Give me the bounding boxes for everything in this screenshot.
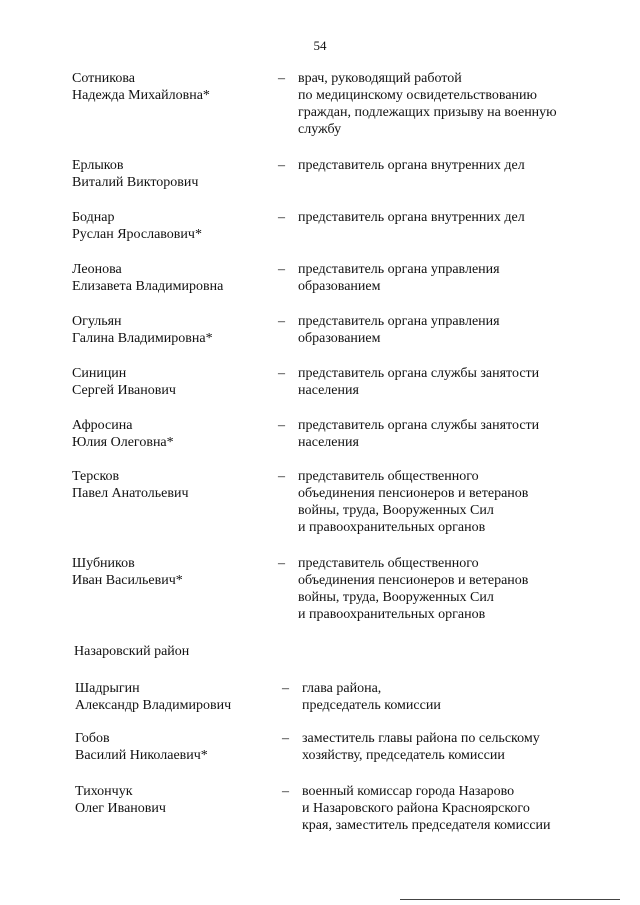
dash-separator: – — [278, 366, 285, 381]
dash-separator: – — [278, 71, 285, 86]
dash-separator: – — [278, 158, 285, 173]
person-name: Боднар Руслан Ярославович* — [72, 210, 202, 242]
person-role: представитель общественного объединения пенсионеров и ветеранов войны, труда, Вооруженных Сил и правоохранительных органов — [298, 556, 529, 622]
section-title: Назаровский район — [74, 644, 190, 659]
person-name: Афросина Юлия Олеговна* — [72, 418, 174, 450]
page-number: 54 — [313, 38, 327, 53]
person-role: военный комиссар города Назарово и Назаровского района Красноярского края, заместитель председателя комиссии — [302, 784, 551, 833]
dash-separator: – — [278, 469, 285, 484]
person-name: Шадрыгин Александр Владимирович — [75, 681, 232, 713]
person-name: Тихончук Олег Иванович — [75, 784, 166, 816]
dash-separator: – — [278, 418, 285, 433]
person-name: Огульян Галина Владимировна* — [72, 314, 213, 346]
person-name: Гобов Василий Николаевич* — [75, 731, 208, 763]
person-role: представитель органа службы занятости населения — [298, 366, 540, 398]
person-name: Сотникова Надежда Михайловна* — [72, 71, 210, 103]
dash-separator: – — [282, 731, 289, 746]
person-name: Шубников Иван Васильевич* — [72, 556, 183, 588]
person-role: представитель общественного объединения пенсионеров и ветеранов войны, труда, Вооруженных Сил и правоохранительных органов — [298, 469, 529, 535]
dash-separator: – — [282, 681, 289, 696]
footer-divider — [400, 899, 620, 900]
person-name: Леонова Елизавета Владимировна — [72, 262, 224, 294]
person-role: представитель органа управления образованием — [298, 262, 500, 294]
person-name: Синицин Сергей Иванович — [72, 366, 176, 398]
dash-separator: – — [282, 784, 289, 799]
person-name: Терсков Павел Анатольевич — [72, 469, 189, 501]
dash-separator: – — [278, 262, 285, 277]
person-role: врач, руководящий работой по медицинскому освидетельствованию граждан, подлежащих призыву на военную службу — [298, 71, 557, 137]
person-role: заместитель главы района по сельскому хозяйству, председатель комиссии — [302, 731, 540, 763]
person-role: представитель органа внутренних дел — [298, 210, 525, 225]
dash-separator: – — [278, 556, 285, 571]
person-role: представитель органа управления образованием — [298, 314, 500, 346]
person-name: Ерлыков Виталий Викторович — [72, 158, 199, 190]
dash-separator: – — [278, 314, 285, 329]
dash-separator: – — [278, 210, 285, 225]
person-role: представитель органа внутренних дел — [298, 158, 525, 173]
person-role: глава района, председатель комиссии — [302, 681, 441, 713]
person-role: представитель органа службы занятости населения — [298, 418, 540, 450]
